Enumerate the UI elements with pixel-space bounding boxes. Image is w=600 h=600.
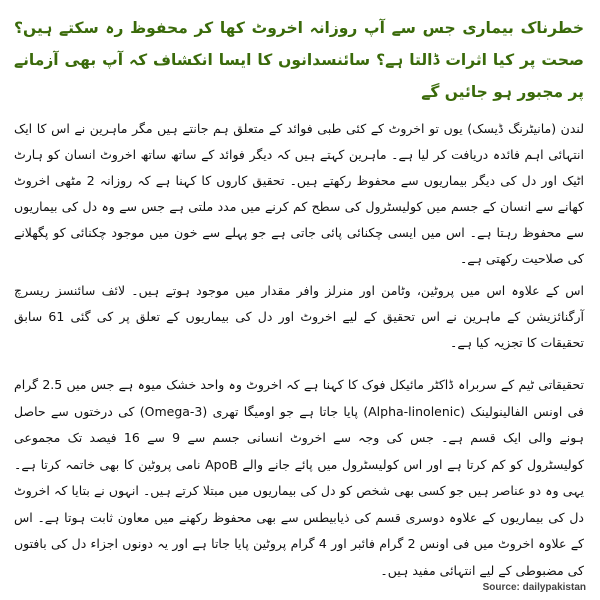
source-credit: Source: dailypakistan <box>482 582 586 593</box>
article-paragraph-1: لندن (مانیٹرنگ ڈیسک) یوں تو اخروٹ کے کئی طبی فوائد کے متعلق ہم جانتے ہیں مگر ماہرین نے اس کا ایک انتہائی اہم فائدہ دریافت کر لیا ہے۔ ماہرین کہتے ہیں کہ دیگر فوائد کے ساتھ ساتھ اخروٹ انسان کو ہارٹ اٹیک اور دل کی دیگر بیماریوں سے محفوظ رکھتے ہیں۔ تحقیق کاروں کا کہنا ہے کہ روزانہ 2 مٹھی اخروٹ کھانے سے انسان کے جسم میں کولیسٹرول کی سطح کم کرنے میں مدد ملتی ہے جس سے وہ دل کی بیماریوں سے محفوظ رہتا ہے۔ اس میں ایسی چکنائی پائی جاتی ہے جو پہلے سے خون میں موجود چکنائی کو پگھلانے کی صلاحیت رکھتی ہے۔ <box>14 121 584 266</box>
article-paragraph-2: اس کے علاوہ اس میں پروٹین، وٹامن اور منرلز وافر مقدار میں موجود ہوتے ہیں۔ لائف سائنسز ریسرچ آرگنائزیشن کے ماہرین نے اس تحقیق کے لیے اخروٹ اور دل کی بیماریوں کے تعلق پر کی گئی 61 سابق تحقیقات کا تجزیہ کیا ہے۔ <box>14 283 584 350</box>
article-paragraph-3: تحقیقاتی ٹیم کے سربراہ ڈاکٹر مائیکل فوک کا کہنا ہے کہ اخروٹ وہ واحد خشک میوہ ہے جس میں 2.5 گرام فی اونس الفالینولینک (Alpha-linolenic) پایا جاتا ہے جو اومیگا تھری (Omega-3) کی درختوں سے حاصل ہونے والی ایک قسم ہے۔ جس کی وجہ سے اخروٹ انسانی جسم سے 9 سے 16 فیصد تک مجموعی کولیسٹرول کو کم کرتا ہے اور اس کولیسٹرول میں پائے جانے والے ApoB نامی پروٹین کا بھی خاتمہ کرتا ہے۔ یہی وہ دو عناصر ہیں جو کسی بھی شخص کو دل کی بیماریوں میں مبتلا کرتے ہیں۔ انہوں نے بتایا کہ اخروٹ دل کی بیماریوں کے علاوہ دوسری قسم کی ذیابیطس سے بھی محفوظ رکھنے میں معاون ثابت ہوتا ہے۔ اس کے علاوہ اخروٹ میں فی اونس 2 گرام فائبر اور 4 گرام پروٹین پایا جاتا ہے اور یہ دونوں اجزاء دل کی بافتوں کی مضبوطی کے لیے انتہائی مفید ہیں۔ <box>14 377 584 578</box>
article-headline: خطرناک بیماری جس سے آپ روزانہ اخروٹ کھا کر محفوظ رہ سکتے ہیں؟ صحت پر کیا اثرات ڈالتا ہے؟ سائنسدانوں کا ایسا انکشاف کہ آپ بھی آزمانے پر مجبور ہو جائیں گے <box>14 19 584 101</box>
